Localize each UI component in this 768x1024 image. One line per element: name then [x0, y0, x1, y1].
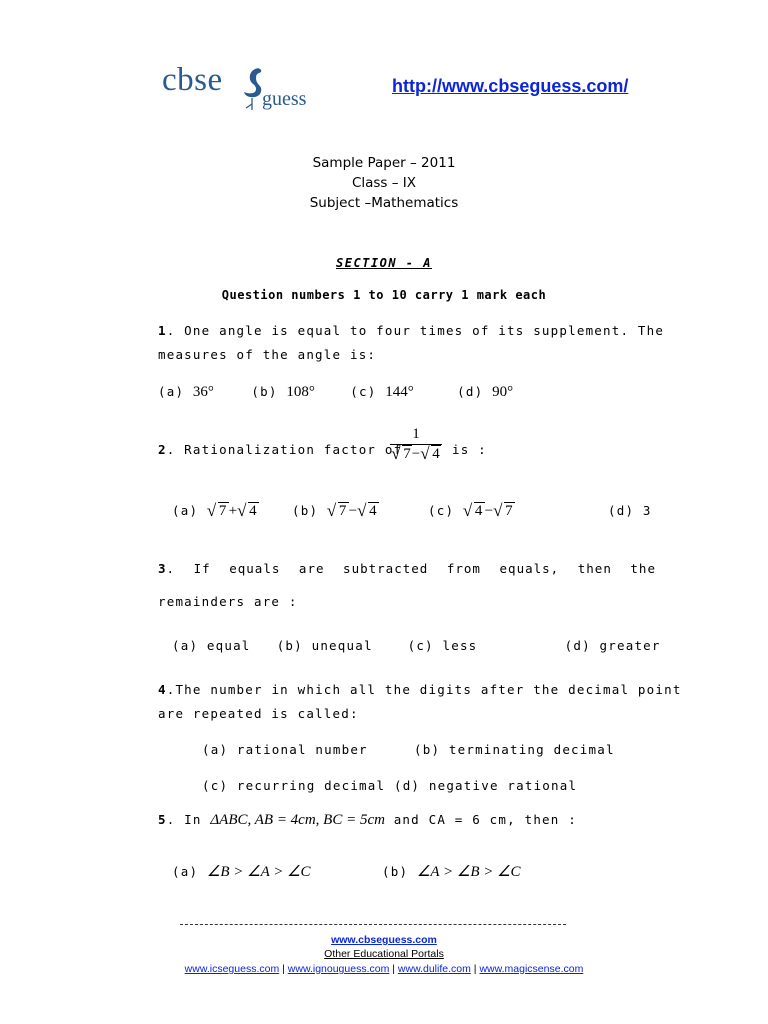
- q1-option-d-label: (d): [457, 384, 484, 399]
- q1-option-a-value: 36°: [192, 384, 214, 400]
- q2-option-d: [608, 503, 652, 518]
- q5-option-b: [382, 862, 521, 881]
- q2-fraction-numerator: 1: [412, 426, 420, 442]
- q4-text-line2: are repeated is called:: [158, 706, 359, 721]
- q1-option-d-value: 90°: [492, 384, 514, 400]
- q5-option-b-value: ∠A > ∠B > ∠C: [416, 864, 521, 880]
- q2-text: . Rationalization factor of: [166, 442, 403, 457]
- footer-links: www.icseguess.com | www.ignouguess.com | www.dulife.com | www.magicsense.com: [184, 963, 584, 975]
- q4-text-line1: .The number in which all the digits after the decimal point: [166, 682, 682, 697]
- q2-number: 2: [158, 442, 167, 457]
- q4-option-b: (b) terminating decimal: [414, 742, 615, 757]
- footer-site-link[interactable]: www.cbseguess.com: [331, 934, 437, 946]
- q4-options-cd: (c) recurring decimal (d) negative rational: [202, 778, 578, 793]
- footer-portals: [0, 948, 768, 960]
- q2-den-a: 7: [403, 446, 411, 462]
- q2-option-a: (a) √ 7+√ 4: [172, 503, 259, 520]
- q2-option-c-label: (c): [428, 503, 455, 518]
- q4-line1: [158, 682, 682, 697]
- q5-option-a-label: (a): [172, 864, 199, 879]
- q2-den-op: −: [411, 446, 421, 462]
- footer-link-magicsense[interactable]: www.magicsense.com: [479, 963, 584, 975]
- paper-title: Sample Paper – 2011: [312, 155, 456, 171]
- q3-options: (a) equal (b) unequal (c) less (d) greater: [172, 638, 661, 653]
- q1-number: 1: [158, 323, 167, 338]
- q3-number: 3: [158, 561, 167, 576]
- q2-option-a-label: (a): [172, 503, 199, 518]
- logo-text-main: cbse: [162, 62, 223, 98]
- q5-number: 5: [158, 812, 167, 827]
- cbseguess-logo[interactable]: [162, 62, 322, 122]
- q5-option-a: [172, 862, 311, 881]
- q2-suffix: is :: [452, 442, 487, 457]
- q3-text-line2: remainders are :: [158, 594, 298, 609]
- q2-option-d-value: 3: [642, 503, 652, 518]
- logo-text-sub: guess: [262, 88, 307, 110]
- q5-prefix: . In: [166, 812, 202, 827]
- footer-link-ignouguess[interactable]: www.ignouguess.com: [287, 963, 390, 975]
- q1-line1: [158, 323, 664, 338]
- q4-number: 4: [158, 682, 167, 697]
- q5-math: ΔABC, AB = 4cm, BC = 5cm: [210, 812, 385, 828]
- footer-portals-label: Other Educational Portals: [324, 948, 444, 960]
- footer-site: [0, 934, 768, 946]
- section-heading: SECTION - A: [336, 256, 432, 270]
- q2-den-b: 4: [432, 446, 440, 462]
- q5-suffix: and CA = 6 cm, then :: [393, 812, 577, 827]
- q2-line: [158, 442, 402, 457]
- q1-option-c-value: 144°: [385, 384, 414, 400]
- q1-option-c-label: (c): [350, 384, 377, 399]
- q4-option-a: (a) rational number: [202, 742, 368, 757]
- q1-option-b-label: (b): [251, 384, 278, 399]
- q5-option-a-value: ∠B > ∠A > ∠C: [206, 864, 311, 880]
- header-url-link[interactable]: http://www.cbseguess.com/: [392, 76, 629, 96]
- footer-link-icseguess[interactable]: www.icseguess.com: [184, 963, 280, 975]
- paper-class: Class – IX: [351, 175, 417, 191]
- paper-subject: Subject –Mathematics: [309, 195, 459, 211]
- q5-option-b-label: (b): [382, 864, 409, 879]
- section-note: Question numbers 1 to 10 carry 1 mark each: [221, 288, 547, 302]
- q2-fraction: [390, 426, 442, 463]
- q2-option-c: (c) √ 4−√ 7: [428, 503, 515, 520]
- footer-divider: [180, 924, 566, 925]
- q1-options: [158, 384, 513, 401]
- q2-option-b: (b) √ 7−√ 4: [292, 503, 379, 520]
- q1-text-line2: measures of the angle is:: [158, 347, 377, 362]
- footer-link-dulife[interactable]: www.dulife.com: [397, 963, 471, 975]
- q1-text-line1: . One angle is equal to four times of its supplement. The: [166, 323, 665, 338]
- q1-option-b-value: 108°: [286, 384, 315, 400]
- q2-option-d-label: (d): [608, 503, 635, 518]
- q2-option-b-label: (b): [292, 503, 319, 518]
- q5-line: [158, 812, 577, 829]
- q3-line1: 3. If equals are subtracted from equals, then the: [158, 561, 656, 576]
- q1-option-a-label: (a): [158, 384, 185, 399]
